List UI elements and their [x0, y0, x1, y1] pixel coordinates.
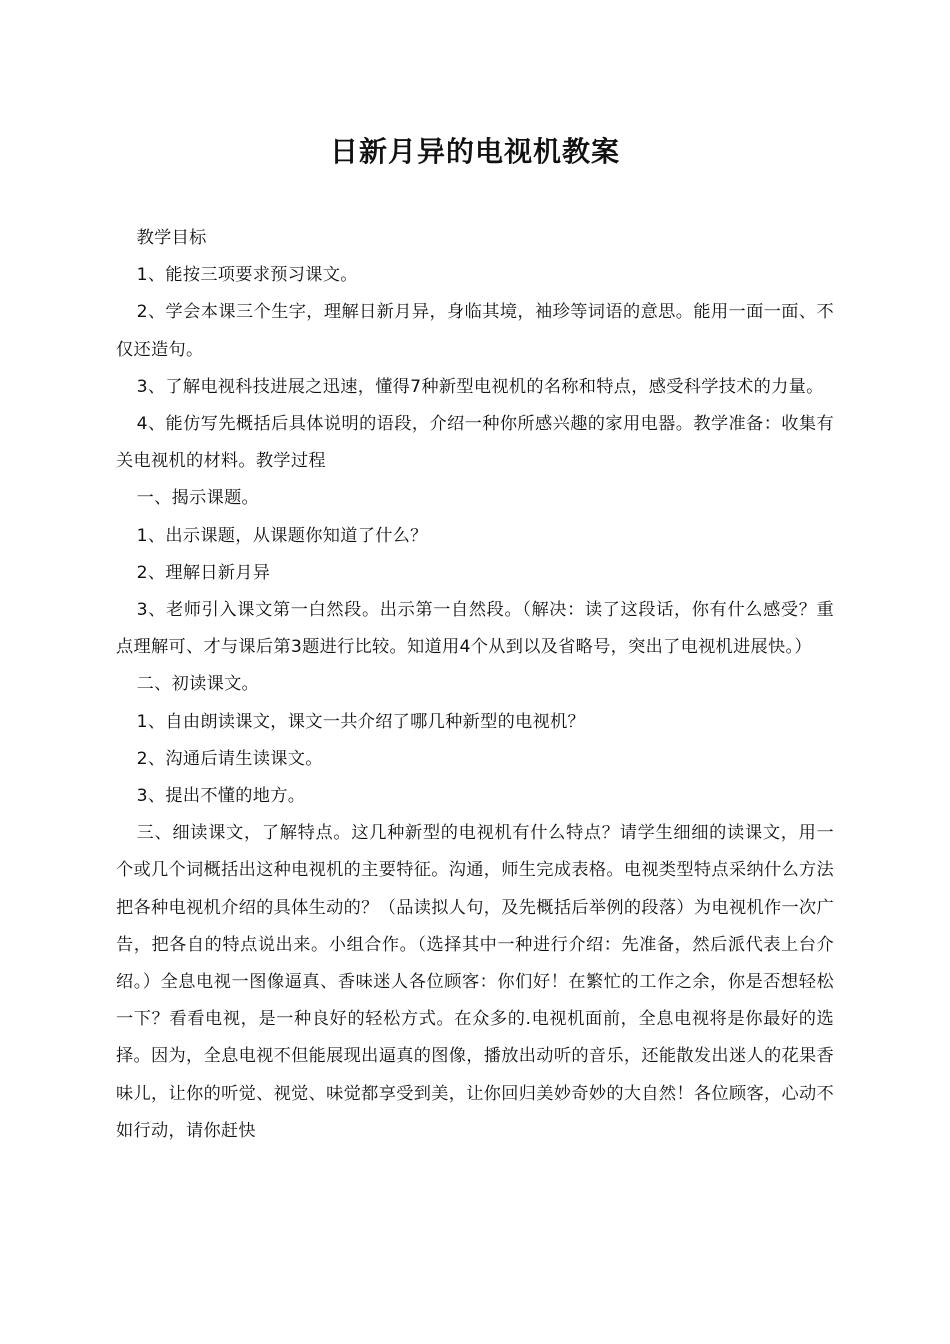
paragraph-section-2-item-3: 3、提出不懂的地方。: [136, 786, 306, 807]
paragraph-section-1-heading: 一、揭示课题。: [136, 488, 260, 509]
paragraph-goal-3: 3、了解电视科技进展之迅速，懂得7种新型电视机的名称和特点，感受科学技术的力量。: [136, 376, 824, 397]
paragraph-goal-2: 2、学会本课三个生字，理解日新月异，身临其境，袖珍等词语的意思。能用一面一面、不仅还造句。: [116, 302, 834, 360]
paragraph-teaching-goals: 教学目标: [136, 228, 207, 248]
paragraph-section-1-item-1: 1、出示课题，从课题你知道了什么？: [136, 525, 428, 546]
paragraph-goal-4: 4、能仿写先概括后具体说明的语段，介绍一种你所感兴趣的家用电器。教学准备：收集有关电视机的材料。教学过程: [116, 414, 834, 472]
paragraph-goal-1: 1、能按三项要求预习课文。: [136, 265, 358, 286]
paragraph-section-1-item-2: 2、理解日新月异: [136, 562, 271, 583]
paragraph-section-3: 三、细读课文，了解特点。这几种新型的电视机有什么特点？请学生细细的读课文，用一个或几个词概括出这种电视机的主要特征。沟通，师生完成表格。电视类型特点采纳什么方法把各种电视机介绍的具体生动的？（品读拟人句，及先概括后举例的段落）为电视机作一次广告，把各自的特点说出来。小组合作。（选择其中一种进行介绍：先准备，然后派代表上台介绍。）全息电视一图像逼真、香味迷人各位顾客：你们好！在繁忙的工作之余，你是否想轻松一下？看看电视，是一种良好的轻松方式。在众多的.电视机面前，全息电视将是你最好的选择。因为，全息电视不但能展现出逼真的图像，播放出动听的音乐，还能散发出迷人的花果香味儿，让你的听觉、视觉、味觉都享受到美，让你回归美妙奇妙的大自然！各位顾客，心动不如行动，请你赶快: [116, 823, 834, 1141]
document-title: 日新月异的电视机教案: [329, 135, 620, 168]
paragraph-section-1-item-3: 3、老师引入课文第一白然段。出示第一自然段。（解决：读了这段话，你有什么感受？重点理解可、才与课后第3题进行比较。知道用4个从到以及省略号，突出了电视机进展快。）: [116, 600, 834, 658]
document-body: [116, 220, 834, 1150]
paragraph-section-2-heading: 二、初读课文。: [136, 674, 260, 695]
paragraph-section-2-item-2: 2、沟通后请生读课文。: [136, 748, 323, 769]
paragraph-section-2-item-1: 1、自由朗读课文，课文一共介绍了哪几种新型的电视机？: [136, 711, 586, 732]
